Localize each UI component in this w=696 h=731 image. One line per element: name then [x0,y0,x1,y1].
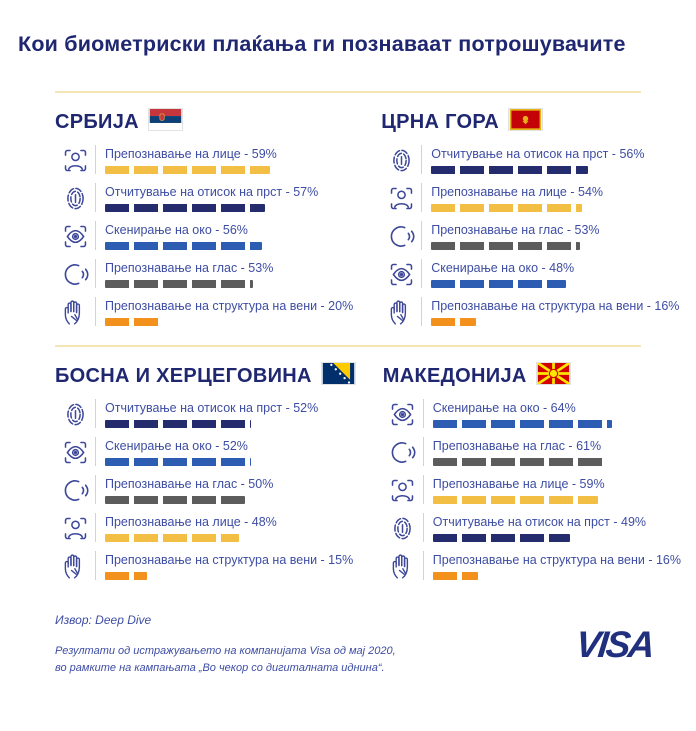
face-scan-icon [381,183,421,213]
metric-body [421,297,679,326]
metric-row [55,221,353,259]
metric-row [55,297,353,335]
divider-middle [55,345,641,347]
metric-row [55,183,353,221]
metric-label: Препознавање на лице - 59% [105,147,277,161]
metric-body [95,513,355,542]
country-header [55,109,353,135]
metric-label: Препознавање на глас - 53% [431,223,600,237]
metric-row [55,437,355,475]
metric-row [383,475,681,513]
footer-text-block [55,613,396,676]
footnote-line-2: во рамките на кампањата „Во чекор со дигиталната иднина“. [55,661,385,674]
country-section-serbia [55,109,353,335]
face-scan-icon [55,145,95,175]
eye-scan-icon [55,437,95,467]
countries-grid-lower [55,363,681,589]
metric-label: Препознавање на лице - 59% [432,477,605,491]
metric-row [55,513,355,551]
eye-scan-icon [381,259,421,289]
metric-label: Скенирање на око - 56% [105,223,248,237]
metric-body [423,475,681,504]
metric-bar [105,280,253,288]
page-title: Кои биометриски плаќања ги познаваат потрошувачите [18,32,626,56]
voice-icon [381,221,421,251]
metric-bar [431,204,582,212]
bosnia-flag [322,363,355,389]
metric-label: Препознавање на структура на вени - 15% [105,553,354,567]
footer [55,613,658,676]
fingerprint-icon [381,145,421,175]
metric-bar [433,458,604,466]
metric-bar [105,572,147,580]
metric-label: Препознавање на глас - 53% [105,261,274,275]
country-header [383,363,681,389]
eye-scan-icon [55,221,95,251]
fingerprint-icon [55,183,95,213]
metric-label: Отчитување на отисок на прст - 57% [105,185,319,199]
metric-bar [431,318,476,326]
voice-icon [55,259,95,289]
metric-body [421,145,679,174]
metric-body [95,297,353,326]
macedonia-flag [537,363,570,389]
source-text: Извор: Deep Dive [55,613,152,627]
metric-body [423,513,681,542]
metric-row [381,145,679,183]
fingerprint-icon [383,513,423,543]
metric-label: Скенирање на око - 64% [432,401,576,415]
metric-row [383,399,681,437]
metric-label: Препознавање на глас - 50% [105,477,274,491]
fingerprint-icon [55,399,95,429]
voice-icon [55,475,95,505]
metric-label: Препознавање на структура на вени - 16% [432,553,681,567]
metric-bar [431,280,565,288]
metric-bar [105,204,265,212]
metric-body [95,437,355,466]
country-header [381,109,679,135]
metric-label: Скенирање на око - 52% [105,439,248,453]
metric-body [95,259,353,288]
hand-vein-icon [55,297,95,327]
metric-row [55,551,355,589]
metric-label: Препознавање на глас - 61% [432,439,602,453]
metric-body [95,399,355,428]
metric-body [423,437,681,466]
metric-row [383,437,681,475]
metric-body [421,183,679,212]
metric-row [381,183,679,221]
metric-row [55,399,355,437]
country-title: МАКЕДОНИЈА [382,364,527,387]
hand-vein-icon [383,551,423,581]
face-scan-icon [55,513,95,543]
metric-bar [433,420,612,428]
metric-row [55,475,355,513]
metric-body [421,259,679,288]
metric-row [55,145,353,183]
montenegro-flag [509,109,542,135]
metric-label: Отчитување на отисок на прст - 56% [431,147,645,161]
visa-logo: VISA [573,623,655,665]
divider-top [55,91,641,93]
metric-bar [105,166,270,174]
metric-row [381,297,679,335]
metric-bar [433,572,478,580]
country-section-montenegro [381,109,679,335]
metric-body [423,399,681,428]
eye-scan-icon [383,399,423,429]
metric-row [381,259,679,297]
metric-label: Препознавање на структура на вени - 20% [105,299,354,313]
metric-body [95,475,355,504]
metric-label: Скенирање на око - 48% [431,261,575,275]
metric-label: Препознавање на лице - 48% [105,515,277,529]
metric-bar [105,420,251,428]
metric-row [383,551,681,589]
face-scan-icon [383,475,423,505]
country-title: СРБИЈА [55,110,139,133]
serbia-flag [149,109,182,135]
country-header [55,363,355,389]
metric-label: Отчитување на отисок на прст - 52% [105,401,319,415]
metric-row [55,259,353,297]
country-title: БОСНА И ХЕРЦЕГОВИНА [55,364,312,387]
hand-vein-icon [381,297,421,327]
country-section-macedonia [383,363,681,589]
country-section-bosnia [55,363,355,589]
metric-bar [431,242,579,250]
metric-label: Препознавање на структура на вени - 16% [431,299,680,313]
metric-bar [431,166,588,174]
countries-grid-upper [55,109,680,335]
metric-body [95,221,353,250]
metric-label: Отчитување на отисок на прст - 49% [432,515,647,529]
metric-bar [433,534,570,542]
metric-body [423,551,681,580]
infographic-root [0,32,696,676]
metric-bar [105,242,262,250]
metric-bar [105,318,161,326]
metric-bar [105,496,245,504]
metric-bar [105,534,239,542]
voice-icon [383,437,423,467]
metric-row [383,513,681,551]
metric-label: Препознавање на лице - 54% [431,185,604,199]
hand-vein-icon [55,551,95,581]
metric-body [95,145,353,174]
metric-body [95,551,355,580]
metric-body [95,183,353,212]
country-title: ЦРНА ГОРА [381,110,499,133]
metric-bar [433,496,598,504]
metric-bar [105,458,251,466]
footnote-line-1: Резултати од истражувањето на компанијата Visa од мај 2020, [55,645,396,657]
metric-row [381,221,679,259]
metric-body [421,221,679,250]
